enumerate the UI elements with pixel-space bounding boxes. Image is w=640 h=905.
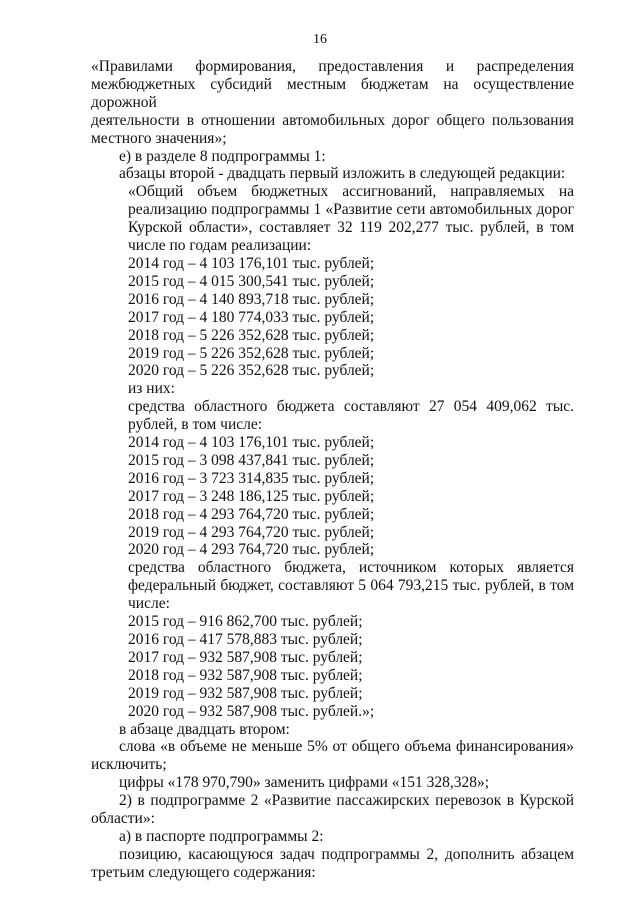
text-line: 2020 год – 4 293 764,720 тыс. рублей;	[128, 541, 375, 559]
text-line: федеральный бюджет, составляют 5 064 793,215 тыс. рублей, в том	[128, 577, 574, 595]
text-line: цифры «178 970,790» заменить цифрами «151 328,328»;	[119, 774, 490, 792]
text-line: 2018 год – 5 226 352,628 тыс. рублей;	[128, 326, 375, 344]
text-line: «Правилами формирования, предоставления и распределения	[91, 58, 574, 75]
text-line: из них:	[128, 380, 175, 398]
text-line: е) в разделе 8 подпрограммы 1:	[119, 147, 326, 165]
text-line: 2020 год – 5 226 352,628 тыс. рублей;	[128, 362, 375, 380]
text-line: 2015 год – 916 862,700 тыс. рублей;	[128, 613, 363, 631]
text-line: третьим следующего содержания:	[91, 863, 316, 881]
text-line: 2017 год – 932 587,908 тыс. рублей;	[128, 648, 363, 666]
text-line: абзацы второй - двадцать первый изложить в следующей редакции:	[119, 165, 566, 183]
text-line: 2019 год – 4 293 764,720 тыс. рублей;	[128, 523, 375, 541]
text-line: числе:	[128, 595, 170, 613]
text-line: 2017 год – 4 180 774,033 тыс. рублей;	[128, 308, 375, 326]
text-line: 2016 год – 4 140 893,718 тыс. рублей;	[128, 290, 375, 308]
text-line: слова «в объеме не меньше 5% от общего объема финансирования»	[119, 738, 574, 756]
text-line: деятельности в отношении автомобильных дорог общего пользования	[91, 111, 574, 129]
text-line: Курской области», составляет 32 119 202,277 тыс. рублей, в том	[128, 219, 574, 237]
text-line: 2018 год – 4 293 764,720 тыс. рублей;	[128, 505, 375, 523]
text-line: 2015 год – 3 098 437,841 тыс. рублей;	[128, 451, 375, 469]
text-line: средства областного бюджета, источником которых является	[128, 559, 574, 577]
page-number: 16	[313, 32, 327, 47]
text-line: числе по годам реализации:	[128, 237, 312, 255]
text-line: 2019 год – 5 226 352,628 тыс. рублей;	[128, 344, 375, 362]
text-line: исключить;	[91, 756, 167, 774]
text-line: 2014 год – 4 103 176,101 тыс. рублей;	[128, 434, 375, 452]
text-line: позицию, касающуюся задач подпрограммы 2, дополнить абзацем	[119, 845, 574, 863]
text-line: в абзаце двадцать втором:	[119, 720, 290, 738]
text-line: области»:	[91, 810, 155, 828]
text-line: местного значения»;	[91, 129, 227, 147]
text-line: реализацию подпрограммы 1 «Развитие сети автомобильных дорог	[128, 201, 574, 219]
text-line: 2016 год – 417 578,883 тыс. рублей;	[128, 631, 363, 648]
text-line: 2014 год – 4 103 176,101 тыс. рублей;	[128, 254, 375, 272]
document-body	[91, 58, 574, 882]
text-line: межбюджетных субсидий местным бюджетам на осуществление дорожной	[91, 75, 574, 111]
text-line: «Общий объем бюджетных ассигнований, направляемых на	[128, 183, 574, 201]
text-line: рублей, в том числе:	[128, 416, 263, 434]
text-line: 2015 год – 4 015 300,541 тыс. рублей;	[128, 272, 375, 290]
text-line: 2019 год – 932 587,908 тыс. рублей;	[128, 684, 363, 702]
text-line: 2020 год – 932 587,908 тыс. рублей.»;	[128, 702, 375, 720]
text-line: средства областного бюджета составляют 27 054 409,062 тыс.	[128, 398, 574, 416]
text-line: 2017 год – 3 248 186,125 тыс. рублей;	[128, 487, 375, 505]
text-line: 2018 год – 932 587,908 тыс. рублей;	[128, 666, 363, 684]
text-line: а) в паспорте подпрограммы 2:	[119, 827, 324, 845]
text-line: 2) в подпрограмме 2 «Развитие пассажирских перевозок в Курской	[119, 792, 574, 810]
text-line: 2016 год – 3 723 314,835 тыс. рублей;	[128, 469, 375, 487]
